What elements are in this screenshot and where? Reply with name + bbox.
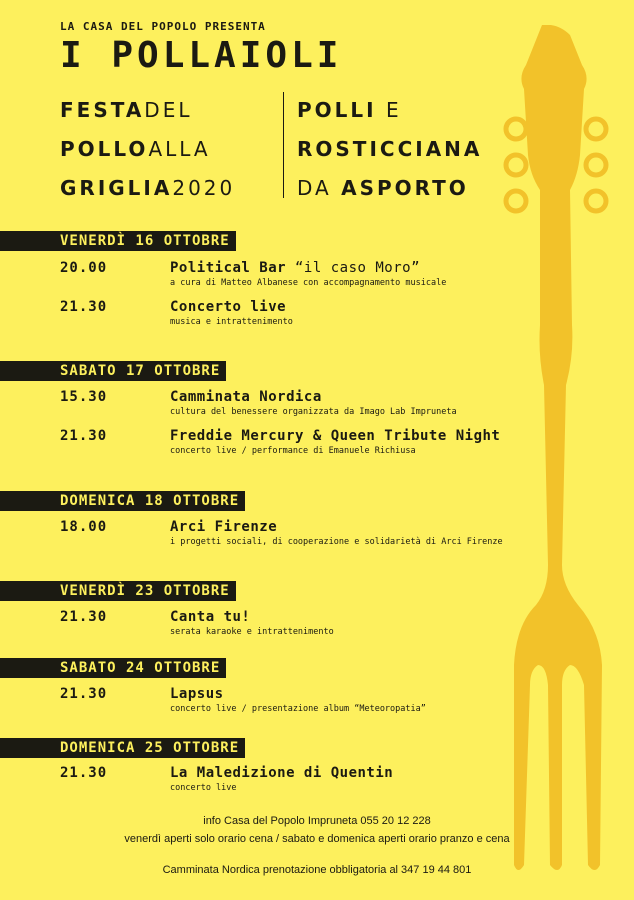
day-band: VENERDÌ 16 OTTOBRE [0, 230, 236, 251]
event-time: 21.30 [60, 686, 108, 702]
fork-illustration [500, 25, 620, 885]
event-title: Canta tu! [170, 609, 251, 625]
info-contact: info Casa del Popolo Impruneta 055 20 12 228 [203, 815, 431, 827]
event-description: musica e intrattenimento [170, 317, 293, 327]
event-description: cultura del benessere organizzata da Imago Lab Impruneta [170, 407, 457, 417]
subtitle-line: POLLI E [297, 98, 402, 122]
opening-hours: venerdì aperti solo orario cena / sabato e domenica aperti orario pranzo e cena [124, 833, 510, 845]
event-time: 15.30 [60, 389, 108, 405]
event-time: 21.30 [60, 428, 108, 444]
event-title: La Maledizione di Quentin [170, 765, 394, 781]
event-description: concerto live / performance di Emanuele Richiusa [170, 446, 416, 456]
subtitle-line: GRIGLIA2020 [60, 176, 236, 200]
booking-note: Camminata Nordica prenotazione obbligatoria al 347 19 44 801 [162, 864, 472, 876]
event-title: Camminata Nordica [170, 389, 322, 405]
subtitle-line: ROSTICCIANA [297, 137, 483, 161]
event-time: 18.00 [60, 519, 108, 535]
subtitle-line: POLLOALLA [60, 137, 211, 161]
day-band: SABATO 17 OTTOBRE [0, 360, 226, 381]
day-band: DOMENICA 18 OTTOBRE [0, 490, 245, 511]
event-description: a cura di Matteo Albanese con accompagnamento musicale [170, 278, 447, 288]
presents-line: LA CASA DEL POPOLO PRESENTA [60, 20, 266, 33]
event-title: Freddie Mercury & Queen Tribute Night [170, 428, 501, 444]
event-description: concerto live [170, 783, 237, 793]
subtitle-line: DA ASPORTO [297, 176, 469, 200]
event-description: concerto live / presentazione album “Meteoropatia” [170, 704, 426, 714]
subtitle-line: FESTADEL [60, 98, 193, 122]
event-description: serata karaoke e intrattenimento [170, 627, 334, 637]
festival-subtitle [60, 91, 235, 208]
takeaway-subtitle [297, 91, 482, 208]
subtitle-divider [283, 92, 284, 198]
day-band: VENERDÌ 23 OTTOBRE [0, 580, 236, 601]
page-title: I POLLAIOLI [60, 35, 343, 76]
event-title: Lapsus [170, 686, 224, 702]
day-band: DOMENICA 25 OTTOBRE [0, 737, 245, 758]
event-title: Concerto live [170, 299, 287, 315]
event-title: Arci Firenze [170, 519, 278, 535]
event-time: 21.30 [60, 765, 108, 781]
day-band: SABATO 24 OTTOBRE [0, 657, 226, 678]
event-description: i progetti sociali, di cooperazione e solidarietà di Arci Firenze [170, 537, 503, 547]
event-time: 21.30 [60, 609, 108, 625]
event-title: Political Bar “il caso Moro” [170, 260, 421, 276]
event-time: 21.30 [60, 299, 108, 315]
event-time: 20.00 [60, 260, 108, 276]
